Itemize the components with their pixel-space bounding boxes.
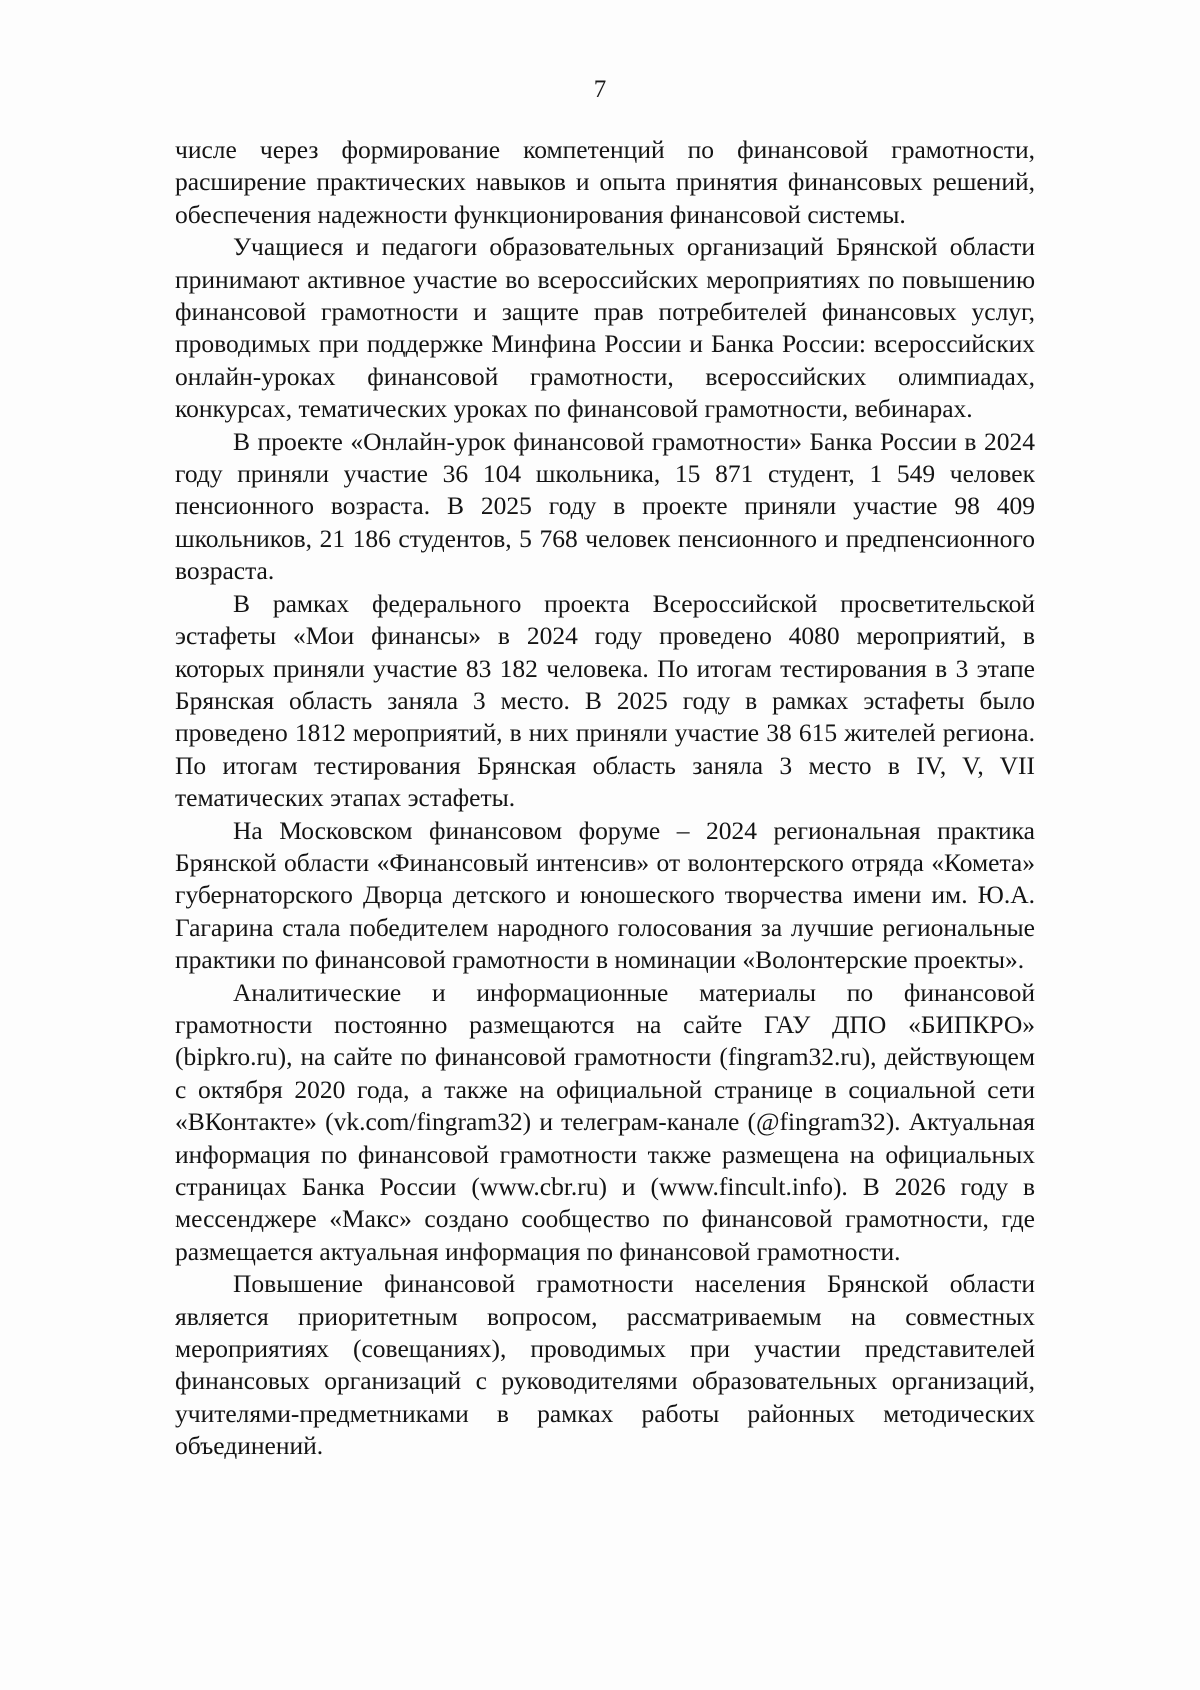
paragraph-participation: Учащиеся и педагоги образовательных организаций Брянской области принимают активное участие во всероссийских мероприятиях по повышению финансовой грамотности и защите прав потребителей финансовых услуг, проводимых при поддержке Минфина России и Банка России: всероссийских онлайн-уроках финансовой грамотности, всероссийских олимпиадах, конкурсах, тематических уроках по финансовой грамотности, вебинарах. — [175, 232, 1035, 424]
page-number: 7 — [593, 76, 607, 103]
paragraph-online-lessons: В проекте «Онлайн-урок финансовой грамотности» Банка России в 2024 году приняли участие 36 104 школьника, 15 871 студент, 1 549 человек пенсионного возраста. В 2025 году в проекте приняли участие 98 409 школьников, 21 186 студентов, 5 768 человек пенсионного и предпенсионного возраста. — [175, 426, 1035, 586]
paragraph-relay-my-finances: В рамках федерального проекта Всероссийской просветительской эстафеты «Мои финансы» в 2024 году проведено 4080 мероприятий, в которых приняли участие 83 182 человека. По итогам тестирования в 3 этапе Брянская область заняла 3 место. В 2025 году в рамках эстафеты было проведено 1812 мероприятий, в них приняли участие 38 615 жителей региона. По итогам тестирования Брянская область заняла 3 место в IV, V, VII тематических этапах эстафеты. — [175, 588, 1035, 813]
paragraph-moscow-forum: На Московском финансовом форуме – 2024 региональная практика Брянской области «Финансовый интенсив» от волонтерского отряда «Комета» губернаторского Дворца детского и юношеского творчества имени им. Ю.А. Гагарина стала победителем народного голосования за лучшие региональные практики по финансовой грамотности в номинации «Волонтерские проекты». — [175, 815, 1035, 975]
paragraph-information-materials: Аналитические и информационные материалы по финансовой грамотности постоянно размещаются на сайте ГАУ ДПО «БИПКРО» (bipkro.ru), на сайте по финансовой грамотности (fingram32.ru), действующем с октября 2020 года, а также на официальной странице в социальной сети «ВКонтакте» (vk.com/fingram32) и телеграм-канале (@fingram32). Актуальная информация по финансовой грамотности также размещена на официальных страницах Банка России (www.cbr.ru) и (www.fincult.info). В 2026 году в мессенджере «Макс» создано сообщество по финансовой грамотности, где размещается актуальная информация по финансовой грамотности. — [175, 977, 1035, 1266]
paragraph-continuation: числе через формирование компетенций по финансовой грамотности, расширение практических навыков и опыта принятия финансовых решений, обеспечения надежности функционирования финансовой системы. — [175, 135, 1035, 229]
document-body — [175, 134, 1035, 1463]
paragraph-priority-issue: Повышение финансовой грамотности населения Брянской области является приоритетным вопросом, рассматриваемым на совместных мероприятиях (совещаниях), проводимых при участии представителей финансовых организаций с руководителями образовательных организаций, учителями-предметниками в рамках работы районных методических объединений. — [175, 1269, 1035, 1461]
